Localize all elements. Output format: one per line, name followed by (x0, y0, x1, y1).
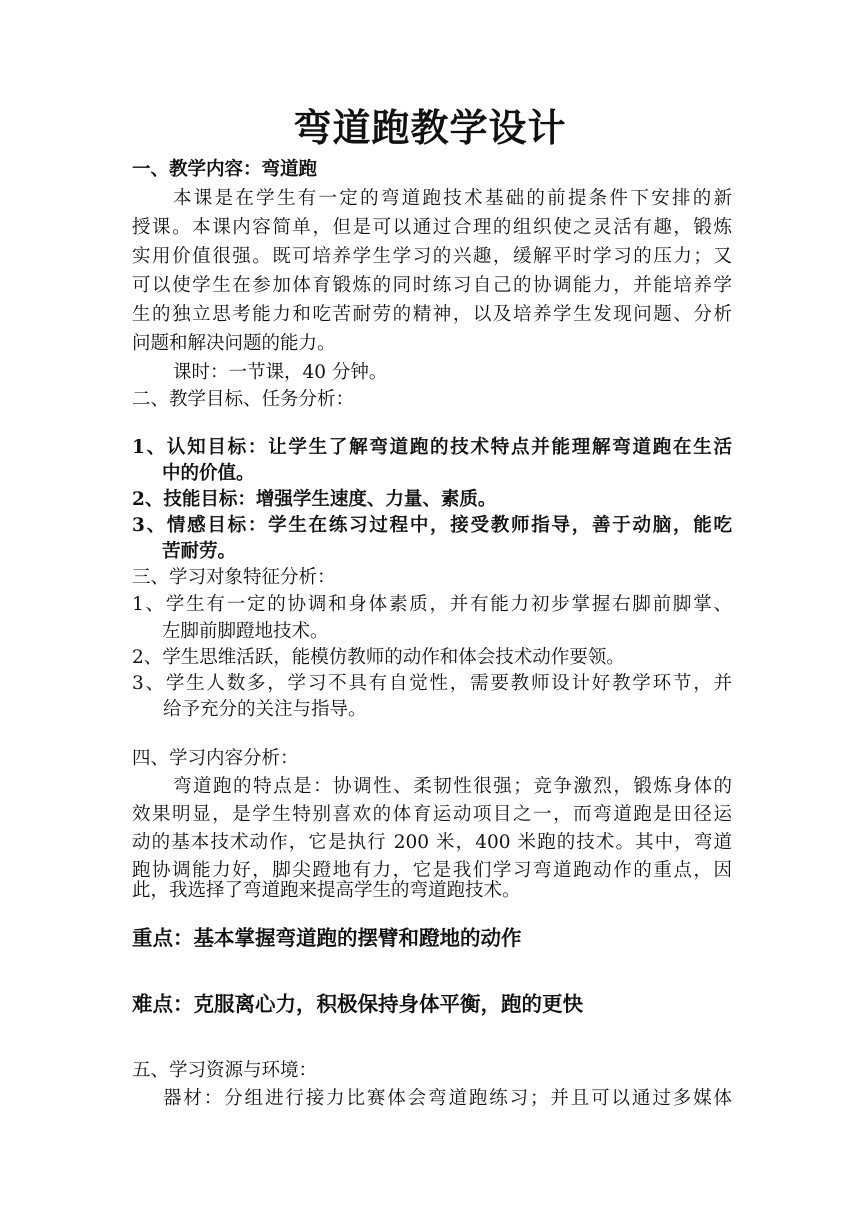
document-title: 弯道跑教学设计 (293, 105, 567, 150)
section-3-heading: 三、学习对象特征分析： (132, 567, 336, 588)
section-1-heading: 一、教学内容：弯道跑 (132, 159, 318, 180)
section-5-paragraph-line: 器材：分组进行接力比赛体会弯道跑练习；并且可以通过多媒体 (163, 1088, 732, 1109)
section-5-heading: 五、学习资源与环境： (132, 1060, 318, 1081)
learner-trait-1: 1、学生有一定的协调和身体素质，并有能力初步掌握右脚前脚掌、 (132, 594, 732, 615)
section-4-paragraph-line: 此，我选择了弯道跑来提高学生的弯道跑技术。 (132, 880, 521, 901)
section-1-paragraph-line: 生的独立思考能力和吃苦耐劳的精神，以及培养学生发现问题、分析 (132, 304, 732, 325)
learner-trait-3-continued: 给予充分的关注与指导。 (163, 699, 367, 720)
section-1-paragraph-line: 问题和解决问题的能力。 (132, 333, 336, 354)
section-4-heading: 四、学习内容分析： (132, 748, 299, 769)
section-1-paragraph-line: 授课。本课内容简单，但是可以通过合理的组织使之灵活有趣，锻炼 (132, 217, 732, 238)
difficulty-point: 难点：克服离心力，积极保持身体平衡，跑的更快 (132, 992, 583, 1016)
goal-cognitive: 1、认知目标：让学生了解弯道跑的技术特点并能理解弯道跑在生活 (132, 437, 732, 458)
section-1-paragraph-line: 可以使学生在参加体育锻炼的同时练习自己的协调能力，并能培养学 (132, 275, 732, 296)
section-1-paragraph-line: 本课是在学生有一定的弯道跑技术基础的前提条件下安排的新 (173, 188, 732, 209)
goal-emotional: 3、情感目标：学生在练习过程中，接受教师指导，善于动脑，能吃 (132, 515, 732, 536)
goal-skill: 2、技能目标：增强学生速度、力量、素质。 (132, 489, 497, 510)
section-2-heading: 二、教学目标、任务分析： (132, 389, 355, 410)
section-1-paragraph-line: 实用价值很强。既可培养学生学习的兴趣，缓解平时学习的压力；又 (132, 246, 732, 267)
learner-trait-3: 3、学生人数多，学习不具有自觉性，需要教师设计好教学环节，并 (132, 673, 732, 694)
section-4-paragraph-line: 跑协调能力好，脚尖蹬地有力，它是我们学习弯道跑动作的重点，因 (132, 860, 732, 881)
goal-emotional-continued: 苦耐劳。 (162, 541, 237, 562)
lesson-duration: 课时：一节课，40 分钟。 (173, 362, 388, 383)
section-4-paragraph-line: 动的基本技术动作，它是执行 200 米，400 米跑的技术。其中，弯道 (132, 832, 732, 853)
section-4-paragraph-line: 效果明显，是学生特别喜欢的体育运动项目之一，而弯道跑是田径运 (132, 804, 732, 825)
section-4-paragraph-line: 弯道跑的特点是：协调性、柔韧性很强；竞争激烈，锻炼身体的 (173, 776, 732, 797)
learner-trait-1-continued: 左脚前脚蹬地技术。 (162, 621, 329, 642)
key-point: 重点：基本掌握弯道跑的摆臂和蹬地的动作 (132, 926, 522, 950)
learner-trait-2: 2、学生思维活跃，能模仿教师的动作和体会技术动作要领。 (132, 647, 625, 668)
goal-cognitive-continued: 中的价值。 (162, 463, 255, 484)
